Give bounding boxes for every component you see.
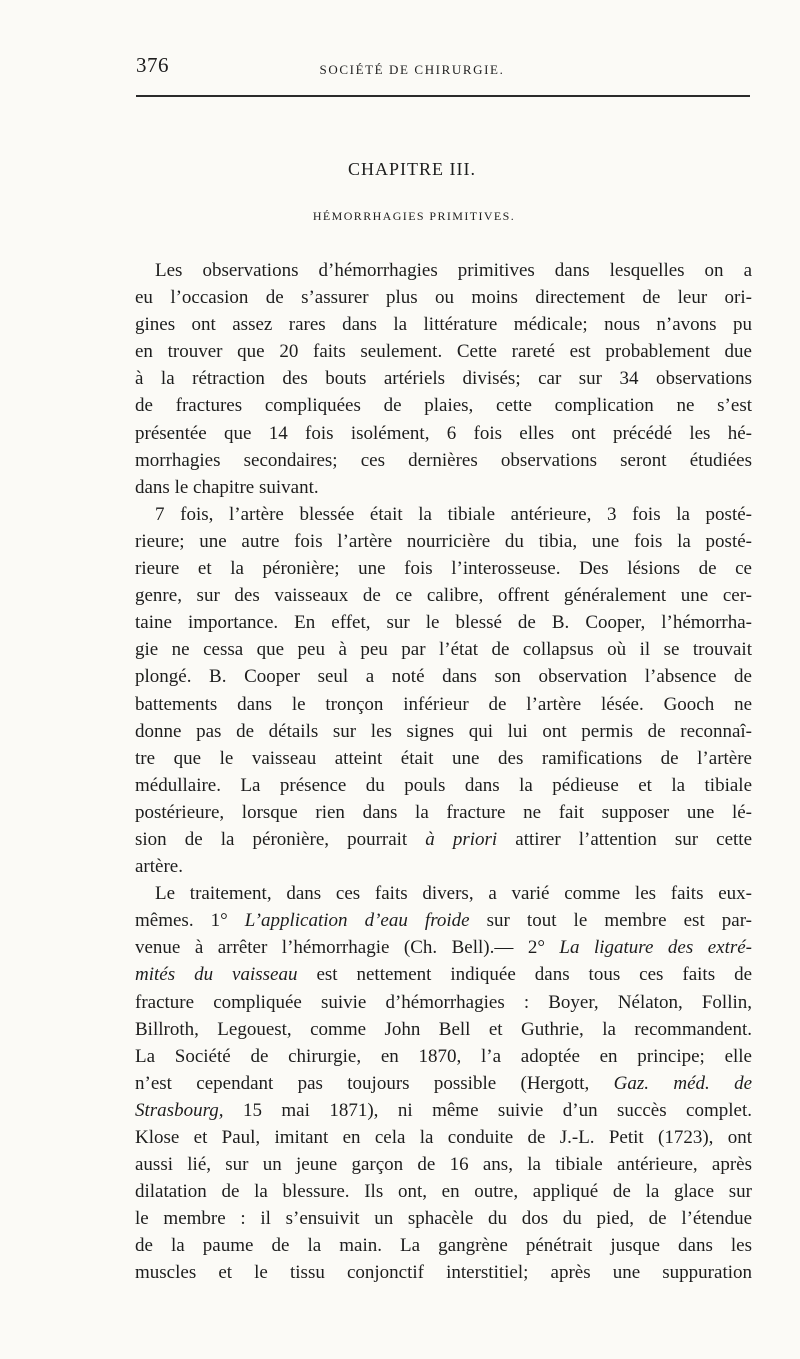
text-line: [135, 961, 752, 988]
text-line: [135, 1097, 752, 1124]
text-line: Billroth, Legouest, comme John Bell et Guthrie, la recommandent.: [135, 1018, 752, 1040]
text-fragment: n’est cependant pas toujours possible (Hergott,: [135, 1072, 590, 1094]
text-line: plongé. B. Cooper seul a noté dans son observation l’absence de: [135, 666, 752, 688]
text-line: morrhagies secondaires; ces dernières observations seront étudiées: [135, 449, 752, 471]
text-fragment: sur tout le membre est par-: [486, 910, 753, 932]
text-fragment: 15 mai 1871), ni même suivie d’un succès complet.: [242, 1099, 753, 1121]
section-title: HÉMORRHAGIES PRIMITIVES.: [312, 209, 516, 223]
text-line: dilatation de la blessure. Ils ont, en outre, appliqué de la glace sur: [135, 1181, 752, 1203]
body-text: [135, 257, 752, 1287]
text-line: de la paume de la main. La gangrène pénétrait jusque dans les: [135, 1235, 752, 1257]
italic-a-priori: à priori: [425, 828, 498, 850]
text-line: battements dans le tronçon inférieur de l’artère lésée. Gooch ne: [135, 693, 752, 715]
text-fragment: sion de la péronière, pourrait: [135, 828, 408, 850]
text-line: dans le chapitre suivant.: [135, 476, 319, 498]
text-line: médullaire. La présence du pouls dans la pédieuse et la tibiale: [135, 774, 752, 796]
text-line: [135, 907, 752, 934]
text-fragment: venue à arrêter l’hémorrhagie (Ch. Bell).— 2°: [135, 937, 545, 959]
italic-mites: mités du vaisseau: [135, 964, 298, 986]
text-line: présentée que 14 fois isolément, 6 fois elles ont précédé les hé-: [135, 422, 752, 444]
text-line: muscles et le tissu conjonctif interstitiel; après une suppuration: [135, 1262, 752, 1284]
text-line: fracture compliquée suivie d’hémorrhagies : Boyer, Nélaton, Follin,: [135, 991, 752, 1013]
text-line: eu l’occasion de s’assurer plus ou moins directement de leur ori-: [135, 287, 752, 309]
text-line: gines ont assez rares dans la littérature médicale; nous n’avons pu: [135, 314, 752, 336]
header-rule: [136, 95, 750, 97]
page-number: 376: [136, 53, 169, 77]
text-line: Les observations d’hémorrhagies primitives dans lesquelles on a: [155, 260, 752, 281]
italic-strasbourg: Strasbourg,: [135, 1099, 224, 1121]
text-fragment: mêmes. 1°: [135, 910, 228, 932]
text-line: genre, sur des vaisseaux de ce calibre, offrent généralement une cer-: [135, 585, 752, 607]
text-line: artère.: [135, 856, 183, 878]
text-line: La Société de chirurgie, en 1870, l’a adoptée en principe; elle: [135, 1045, 752, 1067]
text-fragment: est nettement indiquée dans tous ces faits de: [316, 964, 753, 986]
chapter-title: CHAPITRE III.: [348, 159, 476, 179]
text-line: Le traitement, dans ces faits divers, a varié comme les faits eux-: [155, 883, 752, 905]
text-line: rieure; une autre fois l’artère nourricière du tibia, une fois la posté-: [135, 530, 752, 552]
text-line: tre que le vaisseau atteint était une des ramifications de l’artère: [135, 747, 752, 769]
text-line: aussi lié, sur un jeune garçon de 16 ans, la tibiale antérieure, après: [135, 1154, 752, 1176]
italic-ligature: La ligature des extré-: [559, 937, 753, 959]
italic-application: L’application d’eau froide: [244, 910, 470, 932]
running-head: SOCIÉTÉ DE CHIRURGIE.: [319, 62, 505, 77]
text-line: [135, 1070, 752, 1097]
text-line: de fractures compliquées de plaies, cette complication ne s’est: [135, 395, 752, 417]
text-line: 7 fois, l’artère blessée était la tibiale antérieure, 3 fois la posté-: [155, 503, 752, 525]
text-line: en trouver que 20 faits seulement. Cette rareté est probablement due: [135, 341, 752, 363]
italic-gaz: Gaz. méd. de: [613, 1072, 753, 1094]
text-line: donne pas de détails sur les signes qui lui ont permis de reconnaî-: [135, 720, 752, 742]
text-fragment: attirer l’attention sur cette: [515, 828, 753, 850]
text-line: Klose et Paul, imitant en cela la conduite de J.-L. Petit (1723), ont: [135, 1127, 752, 1148]
text-line: le membre : il s’ensuivit un sphacèle du dos du pied, de l’étendue: [135, 1208, 752, 1230]
text-line: gie ne cessa que peu à peu par l’état de collapsus où il se trouvait: [135, 639, 752, 661]
text-line: postérieure, lorsque rien dans la fracture ne fait supposer une lé-: [135, 801, 752, 823]
text-line: [135, 934, 752, 961]
text-line: à la rétraction des bouts artériels divisés; car sur 34 observations: [135, 368, 752, 390]
text-line: rieure et la péronière; une fois l’interosseuse. Des lésions de ce: [135, 558, 752, 580]
text-line: taine importance. En effet, sur le blessé de B. Cooper, l’hémorrha-: [135, 612, 752, 634]
text-line: [135, 826, 752, 853]
